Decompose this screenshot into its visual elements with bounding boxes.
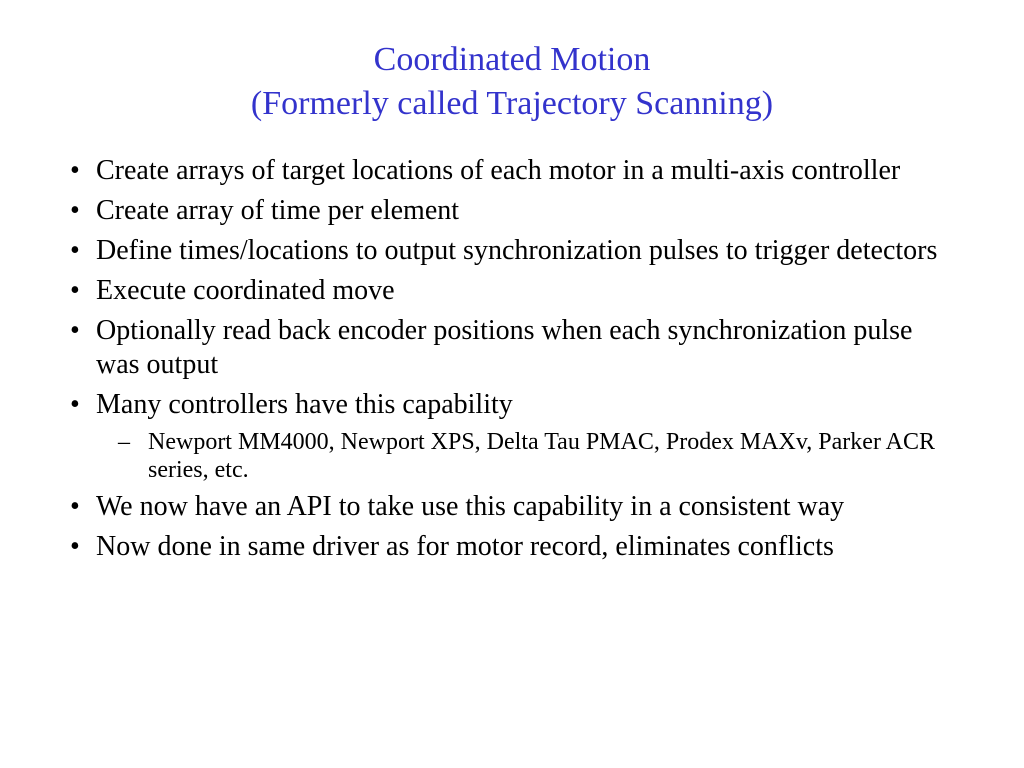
slide-title bbox=[0, 38, 1024, 126]
bullet-text: Create array of time per element bbox=[96, 195, 460, 226]
sub-bullet-list bbox=[96, 428, 950, 484]
sub-bullet-marker: – bbox=[118, 429, 130, 455]
bullet-marker: • bbox=[70, 491, 80, 522]
bullet-item bbox=[70, 154, 950, 188]
bullet-marker: • bbox=[70, 195, 80, 226]
bullet-text: Now done in same driver as for motor record, eliminates conflicts bbox=[96, 531, 834, 562]
bullet-item bbox=[70, 530, 950, 564]
sub-bullet-text: Newport MM4000, Newport XPS, Delta Tau PMAC, Prodex MAXv, Parker ACR series, etc. bbox=[148, 429, 935, 483]
bullet-text: Create arrays of target locations of each motor in a multi-axis controller bbox=[96, 155, 901, 186]
title-line-2: (Formerly called Trajectory Scanning) bbox=[250, 85, 774, 122]
bullet-marker: • bbox=[70, 235, 80, 266]
bullet-marker: • bbox=[70, 531, 80, 562]
bullet-item bbox=[70, 490, 950, 524]
bullet-marker: • bbox=[70, 275, 80, 306]
bullet-marker: • bbox=[70, 389, 80, 420]
bullet-marker: • bbox=[70, 155, 80, 186]
title-line-1: Coordinated Motion bbox=[373, 41, 651, 78]
bullet-item bbox=[70, 314, 950, 382]
bullet-item bbox=[70, 194, 950, 228]
bullet-marker: • bbox=[70, 315, 80, 346]
bullet-item bbox=[70, 274, 950, 308]
bullet-text: We now have an API to take use this capability in a consistent way bbox=[96, 491, 845, 522]
bullet-item bbox=[70, 234, 950, 268]
bullet-text: Execute coordinated move bbox=[96, 275, 395, 306]
bullet-text: Optionally read back encoder positions when each synchronization pulse was output bbox=[96, 315, 913, 380]
bullet-item bbox=[70, 388, 950, 484]
bullet-text: Many controllers have this capability bbox=[96, 389, 513, 420]
bullet-list bbox=[70, 154, 950, 570]
bullet-text: Define times/locations to output synchronization pulses to trigger detectors bbox=[96, 235, 938, 266]
sub-bullet-item bbox=[118, 428, 950, 484]
